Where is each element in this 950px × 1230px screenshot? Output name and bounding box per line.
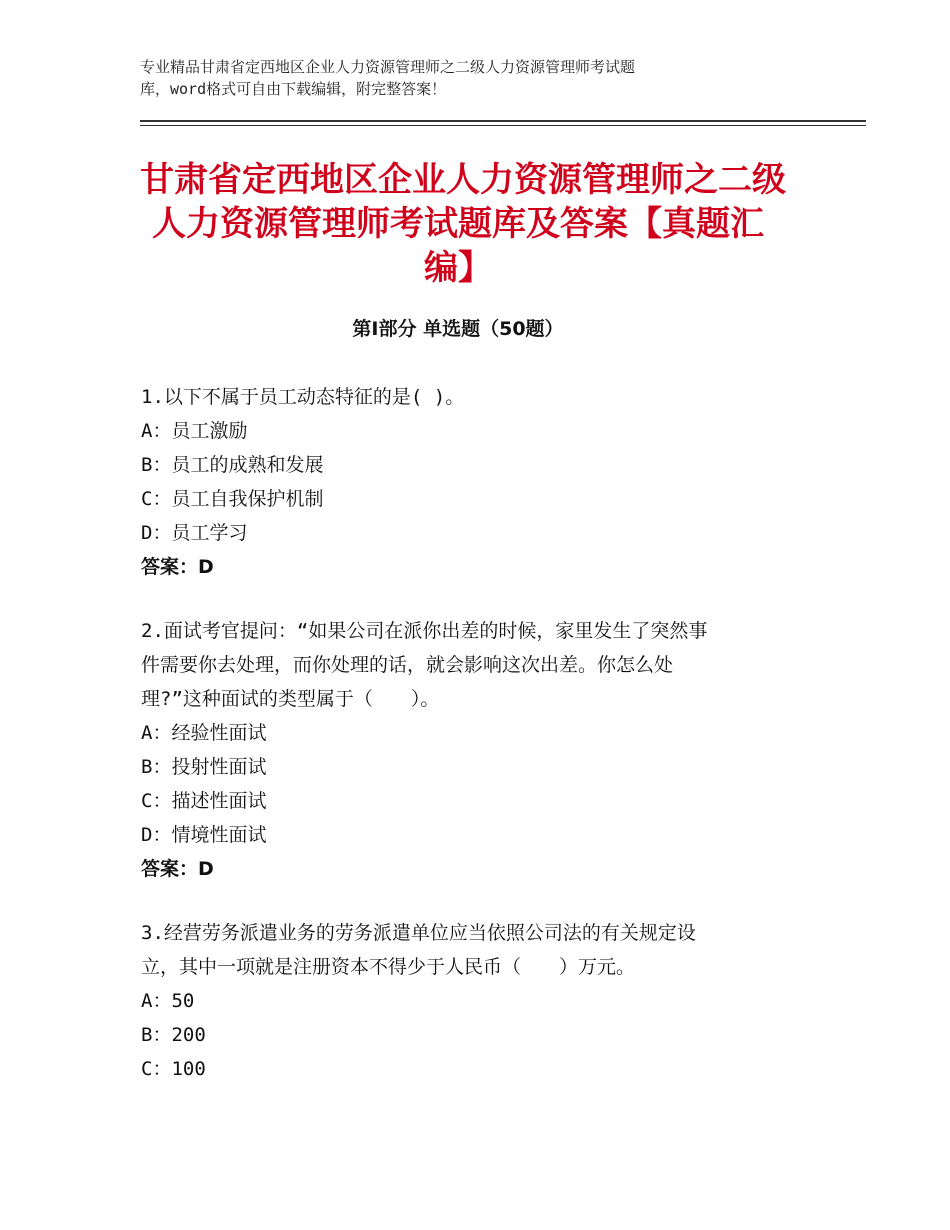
header-note-line: 库，word格式可自由下载编辑，附完整答案！	[140, 80, 447, 98]
option-a: A：50	[141, 990, 195, 1012]
header-note-line: 专业精品甘肃省定西地区企业人力资源管理师之二级人力资源管理师考试题	[140, 58, 636, 76]
header-rule-thin	[140, 125, 866, 126]
option-b: B：员工的成熟和发展	[141, 454, 324, 476]
option-d: D：员工学习	[141, 522, 248, 544]
question-text: 2.面试考官提问：“如果公司在派你出差的时候，家里发生了突然事	[141, 620, 708, 642]
question-text: 立，其中一项就是注册资本不得少于人民币（ ）万元。	[141, 956, 636, 978]
question-list	[141, 380, 841, 1116]
option-b: B：投射性面试	[141, 756, 267, 778]
title-line: 人力资源管理师考试题库及答案【真题汇	[152, 204, 764, 244]
option-a: A：员工激励	[141, 420, 248, 442]
title-line: 编】	[424, 248, 492, 288]
option-c: C：员工自我保护机制	[141, 488, 324, 510]
question-text: 1.以下不属于员工动态特征的是( )。	[141, 386, 465, 408]
option-c: C：描述性面试	[141, 790, 267, 812]
header-rule-thick	[140, 120, 866, 122]
header-note	[140, 56, 770, 100]
question-2	[141, 614, 841, 886]
section-heading: 第Ⅰ部分 单选题（50题）	[352, 318, 564, 340]
question-text: 理?”这种面试的类型属于（ ）。	[141, 688, 440, 710]
question-3	[141, 916, 841, 1086]
option-b: B：200	[141, 1024, 206, 1046]
question-text: 3.经营劳务派遣业务的劳务派遣单位应当依照公司法的有关规定设	[141, 922, 696, 944]
answer: 答案：D	[141, 556, 214, 578]
question-1	[141, 380, 841, 584]
document-title	[140, 158, 786, 290]
option-c: C：100	[141, 1058, 206, 1080]
option-a: A：经验性面试	[141, 722, 267, 744]
title-line: 甘肃省定西地区企业人力资源管理师之二级	[140, 160, 786, 200]
question-text: 件需要你去处理，而你处理的话，就会影响这次出差。你怎么处	[141, 654, 674, 676]
answer: 答案：D	[141, 858, 214, 880]
option-d: D：情境性面试	[141, 824, 267, 846]
